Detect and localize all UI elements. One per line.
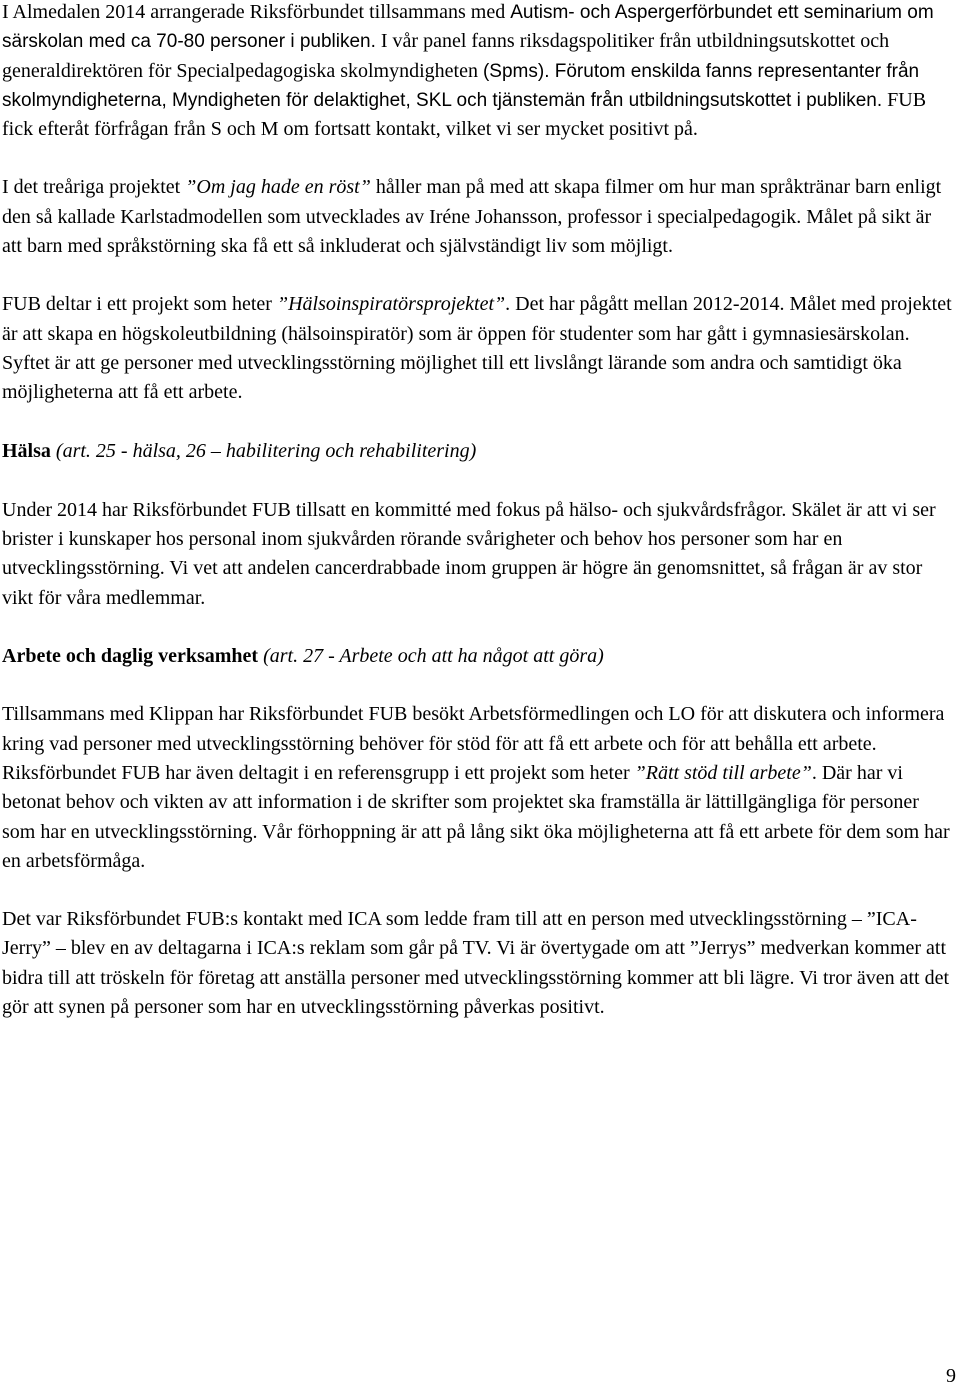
- text-run: Tillsammans med Klippan har Riksförbundet FUB besökt Arbetsförmedlingen och LO för att diskutera och informera kring vad personer med utvecklingsstörning behöver för stöd för att få ett arbete och för att behålla ett arbete. Riksförbundet FUB har även deltagit i en referensgrupp i ett projekt som heter: [2, 703, 945, 784]
- paragraph-halsoinspirator: [2, 290, 952, 407]
- document-page: [2, 0, 952, 1022]
- paragraph-halso-kommitte: Under 2014 har Riksförbundet FUB tillsatt en kommitté med fokus på hälso- och sjukvårdsfrågor. Skälet är att vi ser brister i kunskaper hos personal inom sjukvården rörande svårigheter och behov hos personer som har en utvecklingsstörning. Vi vet att andelen cancerdrabbade inom gruppen är högre än genomsnittet, så frågan är av stor vikt för våra medlemmar.: [2, 498, 936, 609]
- heading-title: Arbete och daglig verksamhet: [2, 645, 259, 668]
- project-title: ”Om jag hade en röst”: [185, 176, 371, 199]
- text-run: I vår panel fanns riksdagspolitiker från utbildningsutskottet och generaldirektören för Specialpedagogiska skolmyndigheten: [2, 30, 890, 82]
- project-title: ”Rätt stöd till arbete”: [634, 761, 812, 784]
- project-title: ”Hälsoinspiratörsprojektet”: [276, 293, 506, 316]
- text-run: I Almedalen 2014 arrangerade Riksförbundet tillsammans med: [2, 1, 511, 23]
- text-run: I det treåriga projektet: [2, 176, 186, 199]
- heading-article-reference: (art. 27 - Arbete och att ha något att göra): [258, 645, 604, 668]
- text-run: . Det har pågått mellan 2012-2014. Målet med projektet är att skapa en högskoleutbildning (hälsoinspiratör) som är öppen för studenter som har gått i gymnasiesärskolan. Syftet är att ge personer med utvecklingsstörning möjlighet till ett livslångt lärande som andra och samtidigt öka möjligheterna att få ett arbete.: [2, 293, 952, 404]
- text-run: Autism- och Aspergerförbundet ett seminarium om särskolan med ca 70-80 personer i publiken.: [2, 2, 934, 53]
- text-run: håller man på med att skapa filmer om hur man språktränar barn enligt den så kallade Karlstadmodellen som utvecklades av Iréne Johansson, professor i specialpedagogik. Målet på sikt är att barn med språkstörning ska få ett så inkluderat och självständigt liv som möjligt.: [2, 176, 942, 258]
- heading-article-reference: (art. 25 - hälsa, 26 – habilitering och rehabilitering): [50, 439, 477, 462]
- paragraph-ica-jerry: Det var Riksförbundet FUB:s kontakt med ICA som ledde fram till att en person med utvecklingsstörning – ”ICA-Jerry” – blev en av deltagarna i ICA:s reklam som går på TV. Vi är övertygade om att ”Jerrys” medverkan kommer att bidra till att tröskeln för företag att anställa personer med utvecklingsstörning kommer att bli lägre. Vi tror även att det gör att synen på personer som har en utvecklingsstörning påverkas positivt.: [2, 908, 950, 1019]
- paragraph-almedalen: [2, 0, 952, 144]
- text-run: (Spms). Förutom enskilda fanns representanter från skolmyndigheterna, Myndigheten för delaktighet, SKL och tjänstemän från utbildningsutskottet i publiken.: [2, 60, 920, 111]
- text-run: FUB deltar i ett projekt som heter: [2, 293, 277, 316]
- heading-title: Hälsa: [2, 439, 51, 462]
- text-run: FUB fick efteråt förfrågan från S och M om fortsatt kontakt, vilket vi ser mycket positivt på.: [2, 88, 927, 141]
- page-number: 9: [946, 1365, 956, 1387]
- text-run: . Där har vi betonat behov och vikten av att information i de skrifter som projektet ska framställa är lättillgängliga för personer som har en utvecklingsstörning. Vår förhoppning är att på lång sikt öka möjligheterna att få ett arbete för dem som har en arbetsförmåga.: [2, 761, 950, 872]
- section-heading-halsa: [2, 437, 952, 466]
- paragraph-klippan: [2, 700, 952, 876]
- paragraph-om-jag-hade-en-rost: [2, 173, 952, 261]
- section-heading-arbete: [2, 642, 952, 671]
